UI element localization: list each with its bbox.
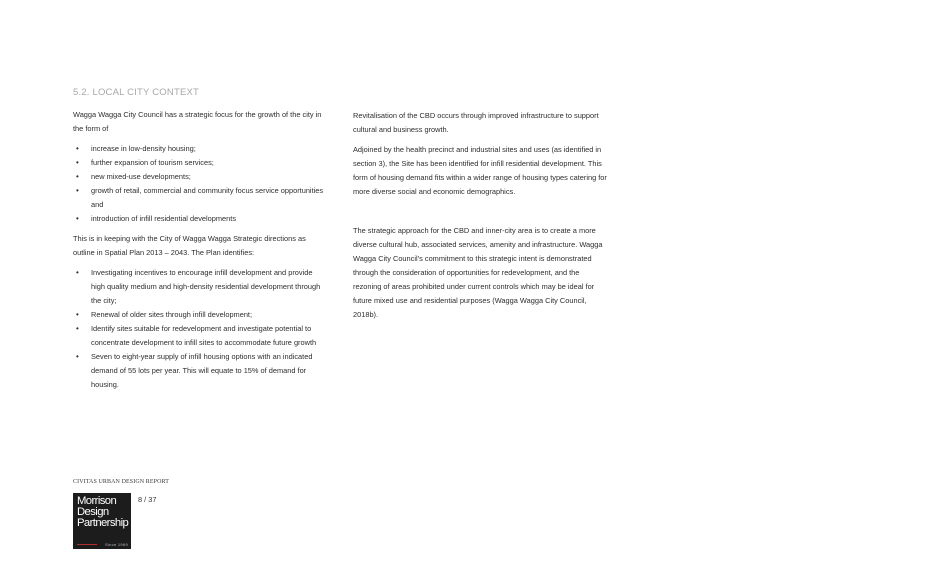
left-column	[73, 108, 327, 392]
company-logo	[73, 493, 131, 549]
logo-line: Design	[77, 506, 109, 518]
list-item: • Identify sites suitable for redevelopment and investigate potential to concentrate development to infill sites to accommodate future growth	[73, 322, 327, 350]
section-heading: 5.2. LOCAL CITY CONTEXT	[73, 87, 200, 98]
cbd-revitalisation-paragraph: Revitalisation of the CBD occurs through improved infrastructure to support cultural and business growth.	[353, 111, 599, 134]
list-item: • Seven to eight-year supply of infill housing options with an indicated demand of 55 lots per year. This will equate to 15% of demand for housing.	[73, 350, 327, 392]
intro-paragraph: Wagga Wagga City Council has a strategic focus for the growth of the city in the form of	[73, 110, 322, 133]
list-item: • new mixed-use developments;	[73, 170, 327, 184]
site-context-paragraph: Adjoined by the health precinct and industrial sites and uses (as identified in section 3), the Site has been identified for infill residential development. This form of housing demand fits within a wider range of housing types catering for more diverse social and economic demographics.	[353, 145, 607, 196]
list-item: • introduction of infill residential developments	[73, 212, 327, 226]
right-column	[353, 109, 607, 322]
logo-line: Partnership	[77, 517, 129, 529]
list-item: • further expansion of tourism services;	[73, 156, 327, 170]
list-item: • increase in low-density housing;	[73, 142, 327, 156]
page-number: 8 / 37	[138, 495, 157, 504]
strategic-directions-paragraph: This is in keeping with the City of Wagga Wagga Strategic directions as outline in Spatial Plan 2013 – 2043. The Plan identifies:	[73, 234, 306, 257]
growth-focus-list	[73, 142, 327, 226]
logo-accent-line	[77, 544, 97, 545]
logo-since: Since 1969	[104, 542, 128, 547]
list-item: • growth of retail, commercial and community focus service opportunities and	[73, 184, 327, 212]
report-label: CIVITAS URBAN DESIGN REPORT	[73, 479, 170, 485]
list-item: • Investigating incentives to encourage infill development and provide high quality medium and high-density residential development through the city;	[73, 266, 327, 308]
plan-identifies-list	[73, 266, 327, 392]
list-item: • Renewal of older sites through infill development;	[73, 308, 327, 322]
logo-line: Morrison	[77, 495, 117, 507]
strategic-approach-paragraph: The strategic approach for the CBD and inner-city area is to create a more diverse cultural hub, associated services, amenity and infrastructure. Wagga Wagga City Council’s commitment to this strategic intent is demonstrated through the consideration of opportunities for redevelopment, and the rezoning of areas prohibited under current controls which may be ideal for future mixed use and residential purposes (Wagga Wagga City Council, 2018b).	[353, 226, 603, 319]
